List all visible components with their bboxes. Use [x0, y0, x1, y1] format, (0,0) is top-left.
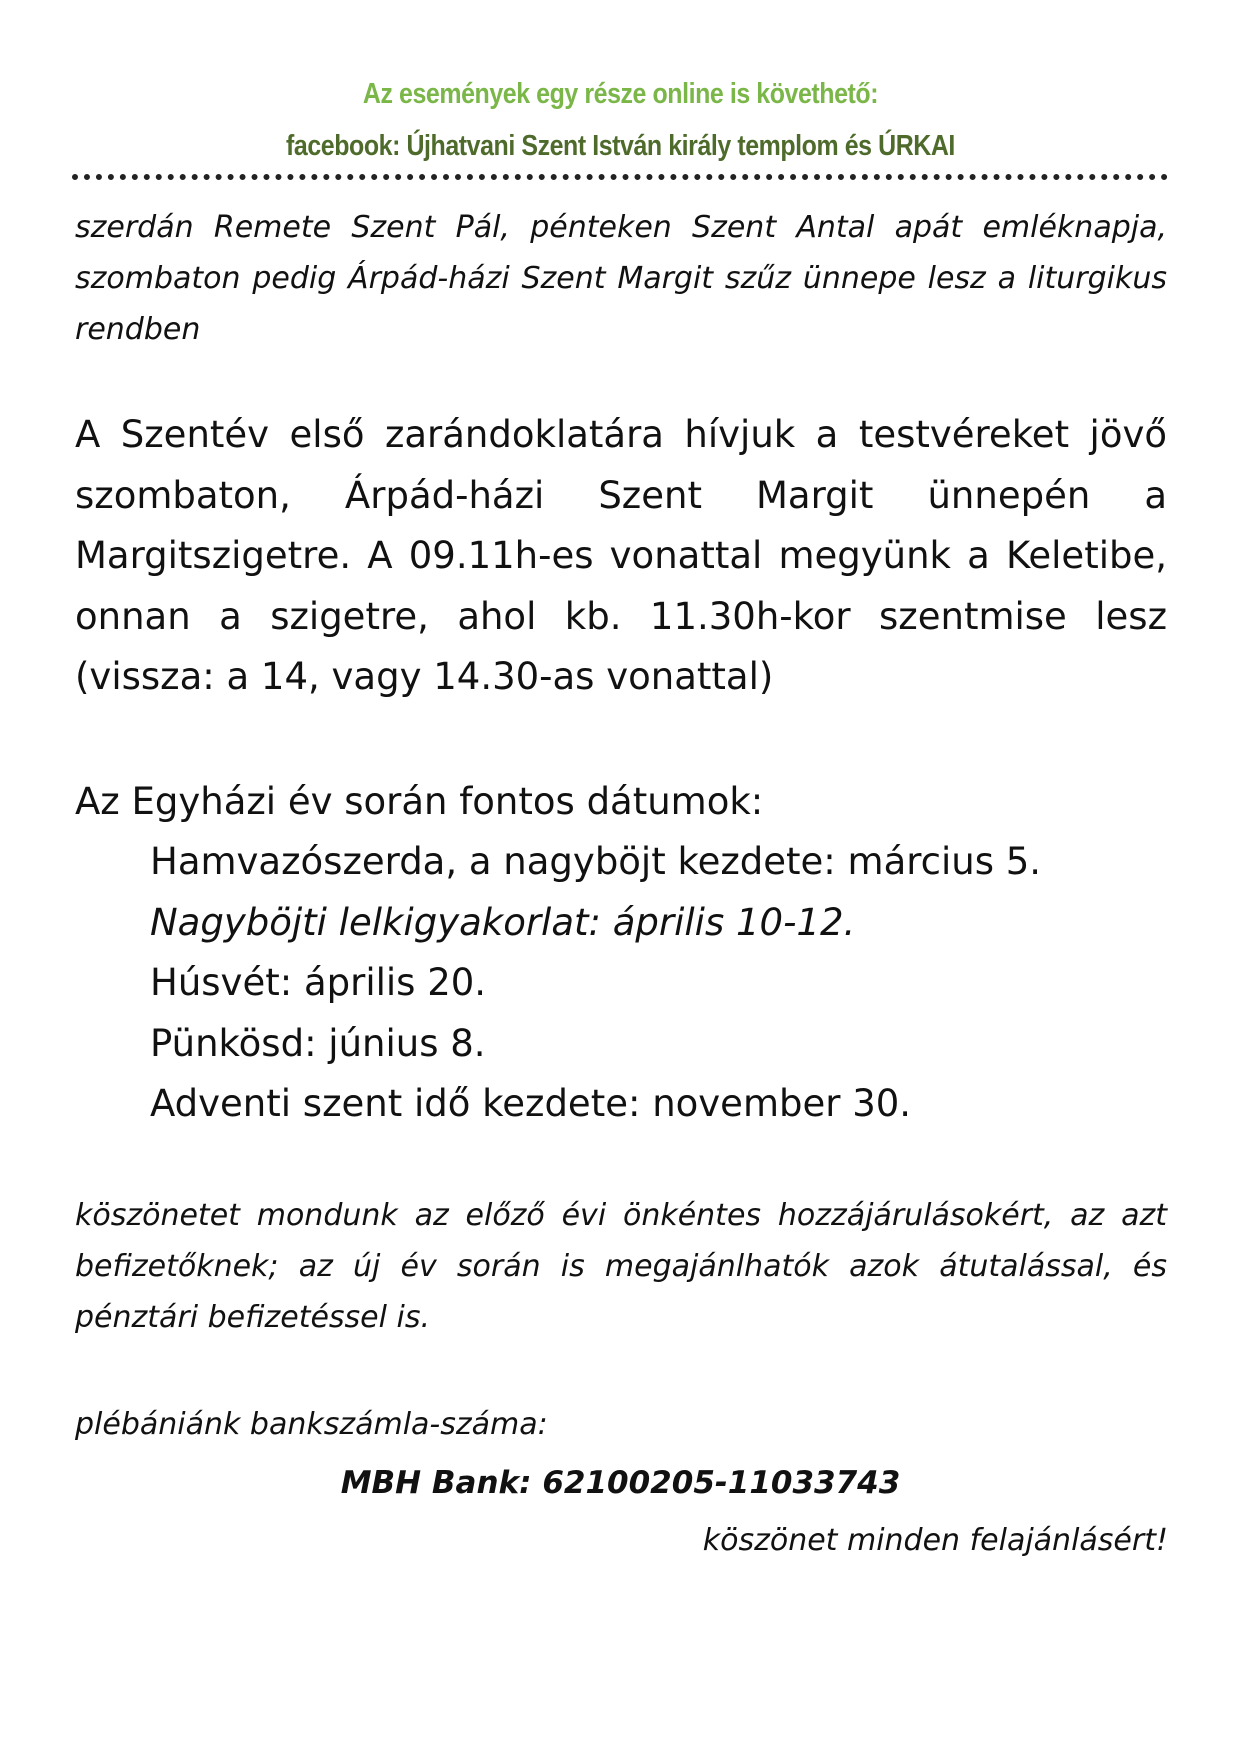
dotted-divider: [72, 174, 1168, 180]
bank-account-number: MBH Bank: 62100205-11033743: [340, 1465, 901, 1501]
date-item-lent-retreat: Nagyböjti lelkigyakorlat: április 10-12.: [150, 900, 856, 944]
date-item-pentecost: Pünkösd: június 8.: [150, 1021, 486, 1065]
date-item-ash-wednesday: Hamvazószerda, a nagyböjt kezdete: március 5.: [150, 840, 1042, 883]
important-dates-title: Az Egyházi év során fontos dátumok:: [75, 780, 764, 823]
facebook-page-heading: facebook: Újhatvani Szent István király templom és ÚRKAI: [286, 130, 955, 162]
donation-thanks-paragraph: köszönetet mondunk az előző évi önkéntes hozzájárulásokért, az azt befizetőknek; az új év során is megajánlhatók azok átutalással, és pénztári befizetéssel is.: [75, 1198, 1167, 1335]
liturgy-note-paragraph: szerdán Remete Szent Pál, pénteken Szent Antal apát emléknapja, szombaton pedig Árpád-házi Szent Margit szűz ünnepe lesz a liturgikus rendben: [75, 210, 1167, 347]
bank-account-intro: plébániánk bankszámla-száma:: [75, 1407, 548, 1442]
date-item-advent: Adventi szent idő kezdete: november 30.: [150, 1082, 912, 1125]
pilgrimage-paragraph: A Szentév első zarándoklatára hívjuk a testvéreket jövő szombaton, Árpád-házi Szent Margit ünnepén a Margitszigetre. A 09.11h-es vonattal megyünk a Keletibe, onnan a szigetre, ahol kb. 11.30h-kor szentmise lesz (vissza: a 14, vagy 14.30-as vonattal): [75, 413, 1167, 698]
important-dates-list: [150, 832, 1041, 1135]
date-item-easter: Húsvét: április 20.: [150, 961, 487, 1004]
online-notice-heading: Az események egy része online is követhető:: [362, 78, 879, 110]
offering-thanks: köszönet minden felajánlásért!: [702, 1523, 1168, 1558]
